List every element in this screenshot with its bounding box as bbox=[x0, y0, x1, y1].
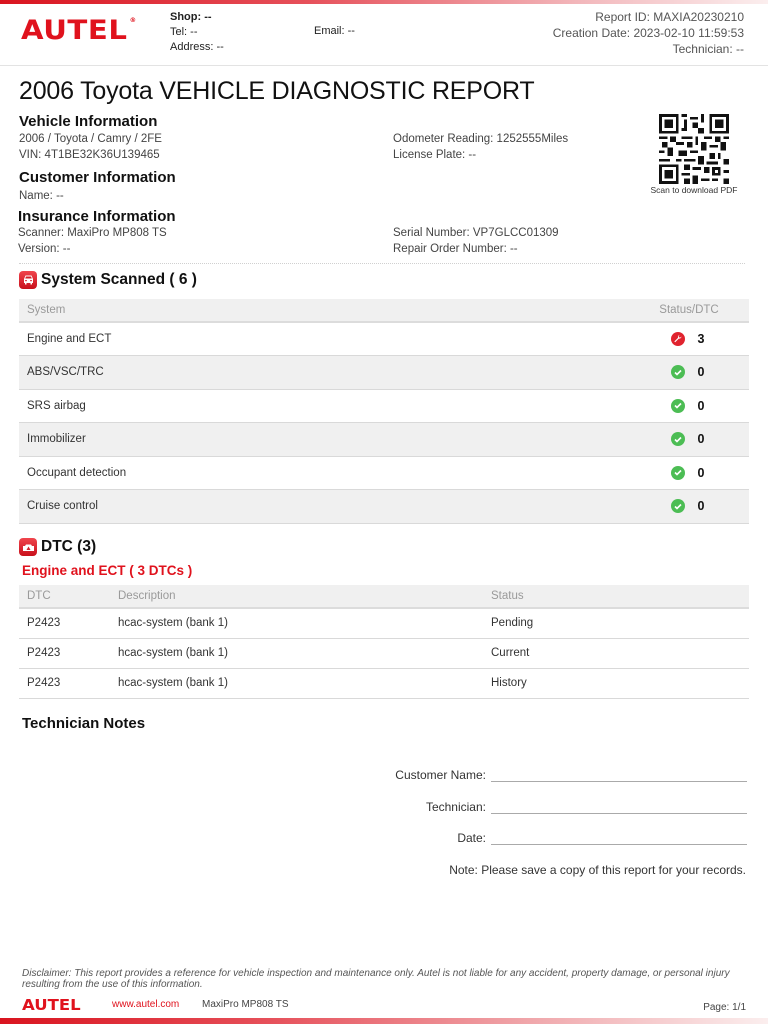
check-ok-icon bbox=[671, 499, 685, 513]
technician-notes-heading: Technician Notes bbox=[22, 715, 146, 732]
system-name: Engine and ECT bbox=[19, 322, 629, 356]
customer-name-line[interactable] bbox=[491, 768, 747, 782]
table-row[interactable] bbox=[19, 490, 749, 524]
shop-address: Address: -- bbox=[170, 41, 224, 53]
system-scanned-table bbox=[19, 299, 749, 524]
qr-caption: Scan to download PDF bbox=[650, 185, 738, 195]
report-title: 2006 Toyota VEHICLE DIAGNOSTIC REPORT bbox=[19, 77, 535, 105]
wrench-error-icon bbox=[671, 332, 685, 346]
dtc-title: DTC (3) bbox=[41, 538, 97, 555]
vehicle-info-heading: Vehicle Information bbox=[19, 113, 158, 130]
system-scanned-title: System Scanned ( 6 ) bbox=[41, 271, 197, 288]
vehicle-model: 2006 / Toyota / Camry / 2FE bbox=[19, 133, 162, 145]
qr-code-icon[interactable] bbox=[657, 114, 731, 184]
section-divider bbox=[19, 263, 745, 264]
dtc-code: P2423 bbox=[19, 668, 118, 698]
check-ok-icon bbox=[671, 365, 685, 379]
report-header bbox=[0, 4, 768, 66]
system-name: SRS airbag bbox=[19, 389, 629, 423]
table-header-row bbox=[19, 585, 749, 608]
table-row[interactable] bbox=[19, 456, 749, 490]
table-header-row bbox=[19, 299, 749, 322]
check-ok-icon bbox=[671, 432, 685, 446]
col-dtc: DTC bbox=[19, 585, 118, 608]
system-name: Cruise control bbox=[19, 490, 629, 524]
customer-name-signature bbox=[380, 768, 747, 782]
dtc-count: 0 bbox=[697, 398, 705, 413]
shop-info bbox=[170, 10, 224, 55]
report-id: Report ID: MAXIA20230210 bbox=[595, 10, 744, 24]
table-row[interactable] bbox=[19, 638, 749, 668]
dtc-code: P2423 bbox=[19, 608, 118, 638]
col-description: Description bbox=[118, 585, 491, 608]
table-row[interactable] bbox=[19, 668, 749, 698]
table-row[interactable] bbox=[19, 356, 749, 390]
customer-name: Name: -- bbox=[19, 190, 64, 202]
dtc-status: Pending bbox=[491, 608, 749, 638]
dtc-description: hcac-system (bank 1) bbox=[118, 638, 491, 668]
page-number: Page: 1/1 bbox=[703, 1002, 746, 1013]
customer-name-label: Customer Name: bbox=[395, 768, 486, 782]
dtc-count: 0 bbox=[697, 365, 705, 380]
dtc-count: 0 bbox=[697, 465, 705, 480]
scanner-model: Scanner: MaxiPro MP808 TS bbox=[18, 227, 167, 239]
check-ok-icon bbox=[671, 466, 685, 480]
footer-device-model: MaxiPro MP808 TS bbox=[202, 999, 289, 1010]
footer-autel-logo: AUTEL bbox=[22, 996, 81, 1014]
license-plate: License Plate: -- bbox=[393, 149, 477, 161]
table-row[interactable] bbox=[19, 389, 749, 423]
date-signature bbox=[380, 831, 747, 845]
col-status: Status bbox=[491, 585, 749, 608]
software-version: Version: -- bbox=[18, 243, 71, 255]
vehicle-info-right bbox=[393, 131, 568, 163]
insurance-info-heading: Insurance Information bbox=[18, 208, 176, 225]
creation-date: Creation Date: 2023-02-10 11:59:53 bbox=[552, 26, 744, 40]
shop-name: Shop: -- bbox=[170, 11, 212, 23]
check-ok-icon bbox=[671, 399, 685, 413]
repair-order-number: Repair Order Number: -- bbox=[393, 243, 518, 255]
save-copy-note: Note: Please save a copy of this report for your records. bbox=[449, 863, 746, 877]
header-technician: Technician: -- bbox=[672, 42, 744, 56]
dtc-table bbox=[19, 585, 749, 699]
system-scanned-heading bbox=[19, 271, 197, 289]
car-icon bbox=[19, 271, 37, 289]
dtc-code: P2423 bbox=[19, 638, 118, 668]
table-row[interactable] bbox=[19, 423, 749, 457]
bottom-accent-bar bbox=[0, 1018, 768, 1024]
engine-warning-icon bbox=[19, 538, 37, 556]
col-system: System bbox=[19, 299, 629, 322]
dtc-status: History bbox=[491, 668, 749, 698]
dtc-description: hcac-system (bank 1) bbox=[118, 608, 491, 638]
dtc-heading bbox=[19, 538, 96, 556]
customer-info-heading: Customer Information bbox=[19, 169, 176, 186]
insurance-info-right bbox=[393, 225, 559, 257]
date-line[interactable] bbox=[491, 831, 747, 845]
technician-label: Technician: bbox=[425, 800, 486, 814]
technician-line[interactable] bbox=[491, 800, 747, 814]
odometer-reading: Odometer Reading: 1252555Miles bbox=[393, 133, 569, 145]
footer-website-link[interactable]: www.autel.com bbox=[112, 999, 180, 1010]
serial-number: Serial Number: VP7GLCC01309 bbox=[393, 227, 559, 239]
dtc-status: Current bbox=[491, 638, 749, 668]
dtc-system-subtitle: Engine and ECT ( 3 DTCs ) bbox=[22, 563, 193, 578]
vehicle-vin: VIN: 4T1BE32K36U139465 bbox=[19, 149, 160, 161]
dtc-count: 0 bbox=[697, 432, 705, 447]
shop-tel: Tel: -- bbox=[170, 26, 198, 38]
system-name: ABS/VSC/TRC bbox=[19, 356, 629, 390]
dtc-description: hcac-system (bank 1) bbox=[118, 668, 491, 698]
technician-signature bbox=[380, 800, 747, 814]
system-name: Occupant detection bbox=[19, 456, 629, 490]
autel-logo: AUTEL ® bbox=[21, 15, 137, 46]
dtc-count: 3 bbox=[697, 331, 705, 346]
table-row[interactable] bbox=[19, 608, 749, 638]
report-meta bbox=[553, 9, 744, 57]
shop-email: Email: -- bbox=[314, 25, 355, 37]
dtc-count: 0 bbox=[697, 499, 705, 514]
date-label: Date: bbox=[457, 831, 486, 845]
table-row[interactable] bbox=[19, 322, 749, 356]
system-name: Immobilizer bbox=[19, 423, 629, 457]
vehicle-info bbox=[19, 131, 162, 163]
insurance-info bbox=[18, 225, 167, 257]
disclaimer: Disclaimer: This report provides a reference for vehicle inspection and maintenance only. Autel is not liable for any accident, property damage, or personal injury resulting from the use of this information. bbox=[22, 968, 730, 990]
col-status-dtc: Status/DTC bbox=[629, 299, 749, 322]
